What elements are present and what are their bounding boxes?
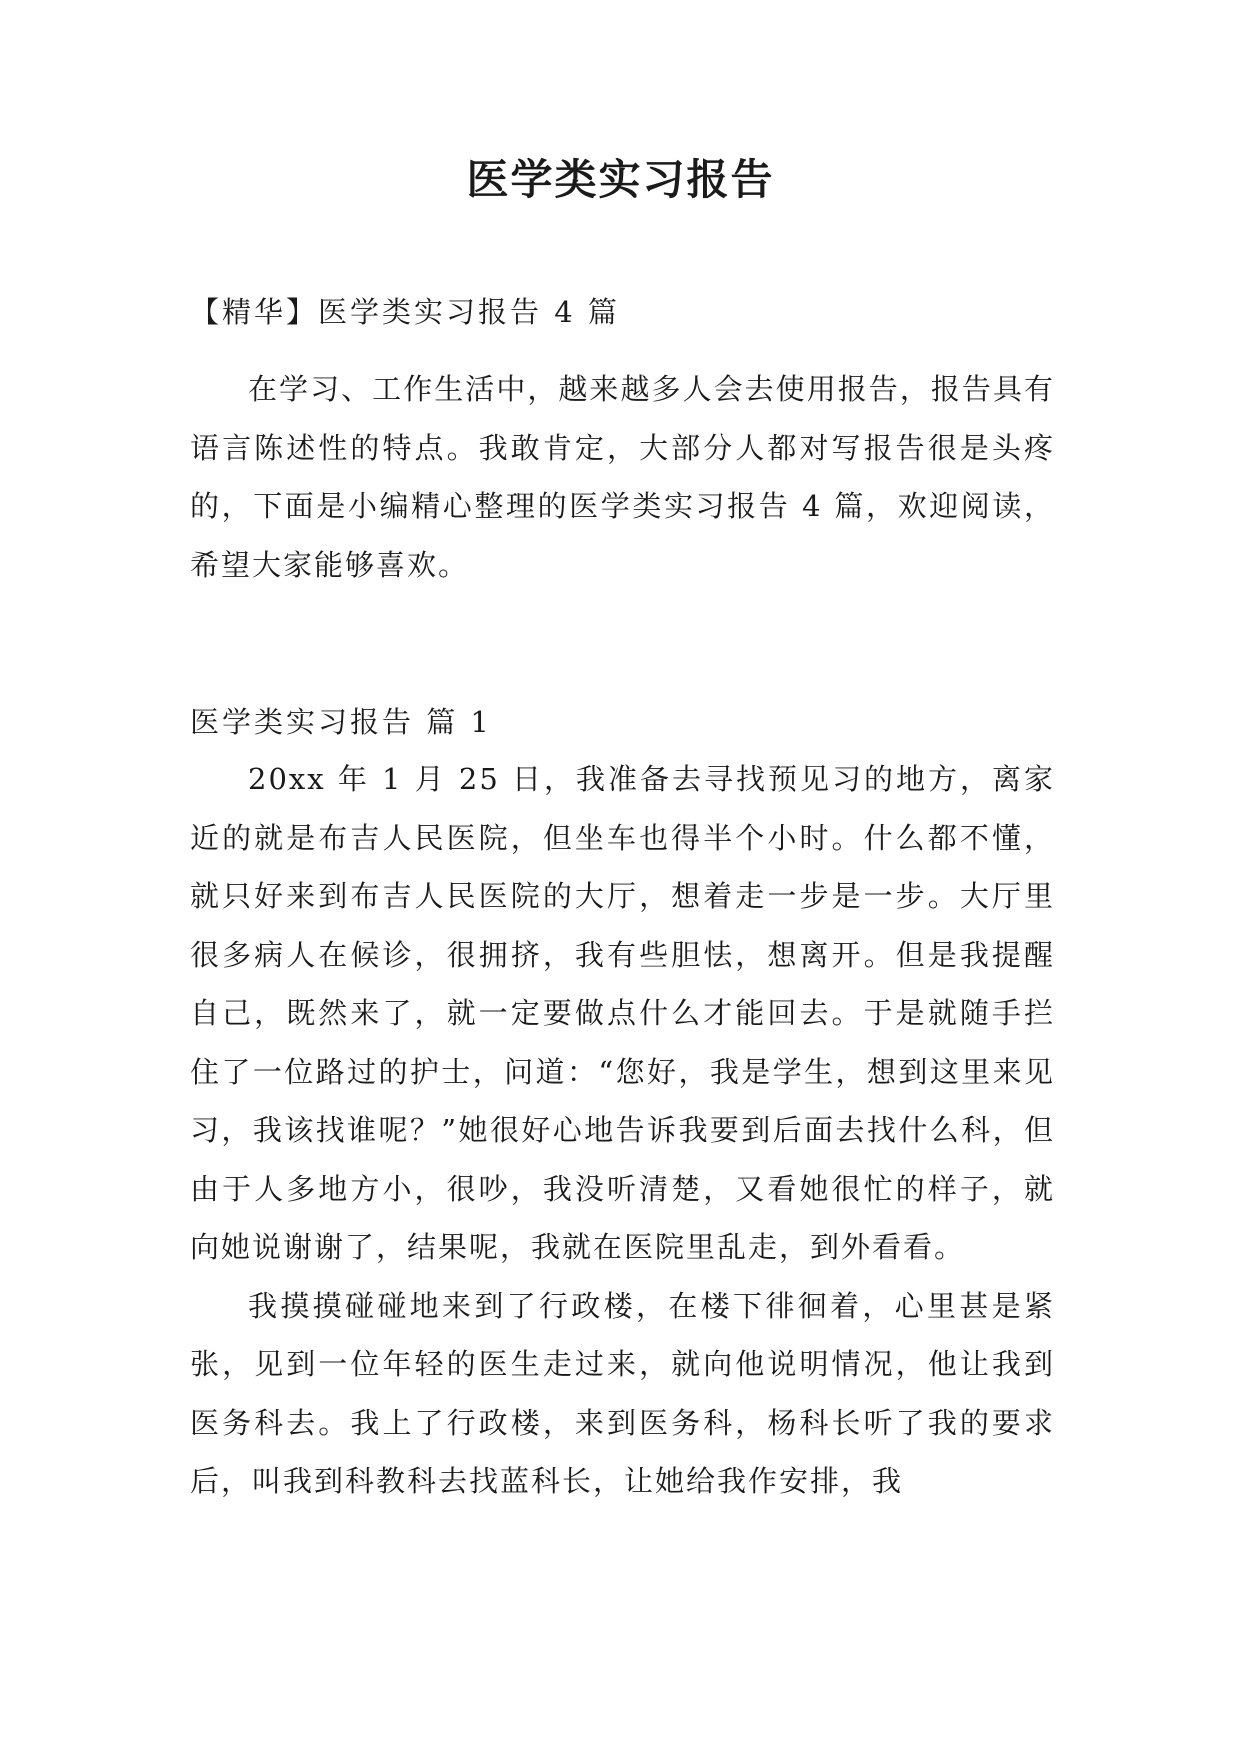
document-title: 医学类实习报告 [466, 155, 775, 204]
section-1-paragraph-1: 20xx 年 1 月 25 日，我准备去寻找预见习的地方，离家近的就是布吉人民医院，但坐车也得半个小时。什么都不懂，就只好来到布吉人民医院的大厅，想着走一步是一步。大厅里很多病人在候诊，很拥挤，我有些胆怯，想离开。但是我提醒自己，既然来了，就一定要做点什么才能回去。于是就随手拦住了一位路过的护士，问道：“您好，我是学生，想到这里来见习，我该找谁呢？”她很好心地告诉我要到后面去找什么科，但由于人多地方小，很吵，我没听清楚，又看她很忙的样子，就向她说谢谢了，结果呢，我就在医院里乱走，到外看看。 [190, 762, 1055, 1264]
section-1-body [190, 750, 1055, 1511]
intro-paragraph: 在学习、工作生活中，越来越多人会去使用报告，报告具有语言陈述性的特点。我敢肯定，大部分人都对写报告很是头疼的，下面是小编精心整理的医学类实习报告 4 篇，欢迎阅读，希望大家能够喜欢。 [190, 372, 1055, 582]
document-subtitle: 【精华】医学类实习报告 4 篇 [190, 295, 620, 329]
section-1-paragraph-2: 我摸摸碰碰地来到了行政楼，在楼下徘徊着，心里甚是紧张，见到一位年轻的医生走过来，就向他说明情况，他让我到医务科去。我上了行政楼，来到医务科，杨科长听了我的要求后，叫我到科教科去找蓝科长，让她给我作安排，我 [190, 1288, 1055, 1498]
section-1-heading: 医学类实习报告 篇 1 [190, 705, 492, 739]
intro-block [190, 360, 1055, 594]
